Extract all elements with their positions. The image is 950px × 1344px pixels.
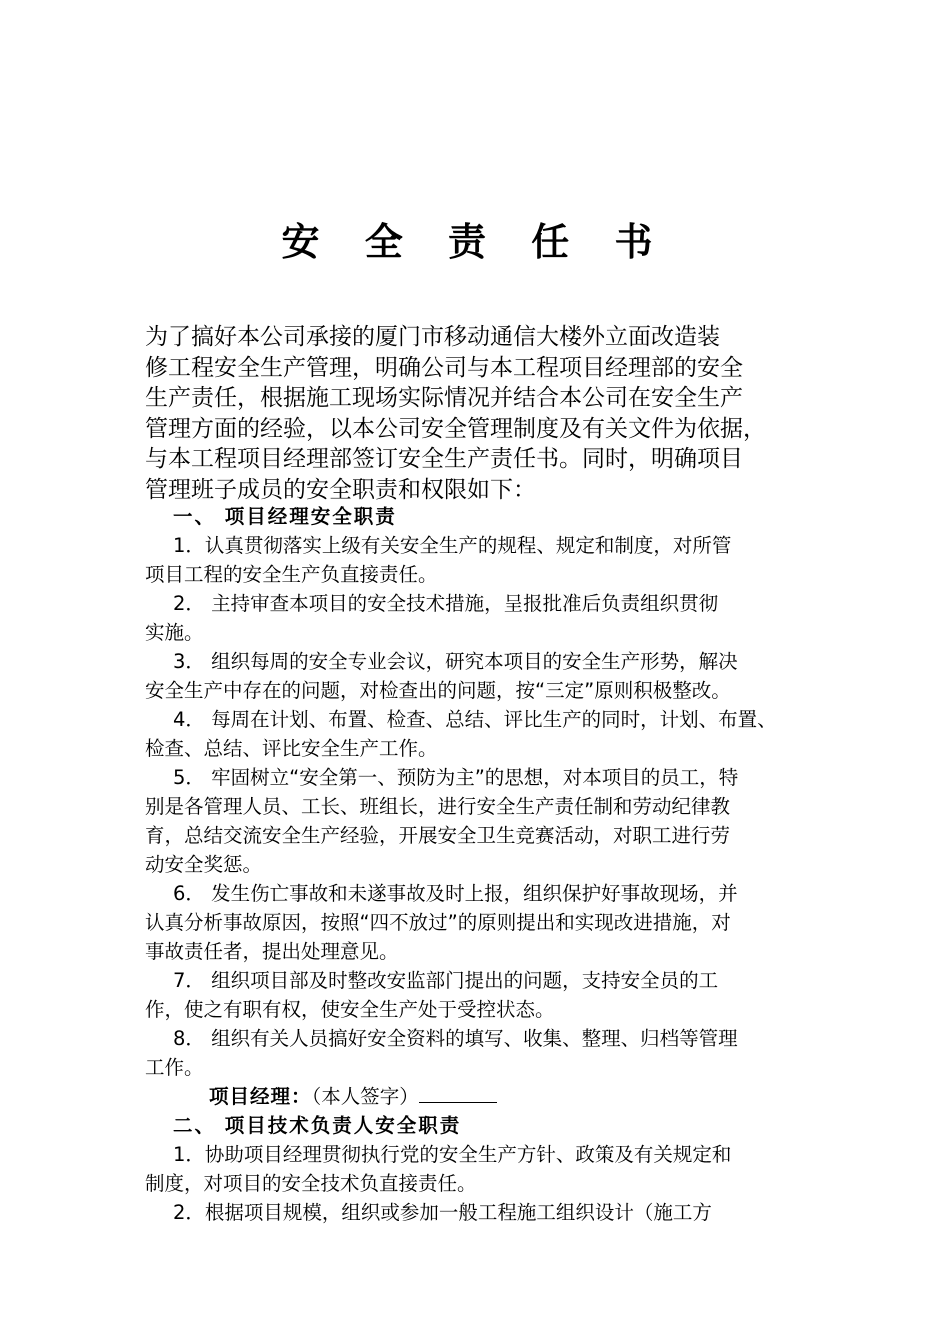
body-line: 实施。 <box>145 621 204 644</box>
body-line: 工作。 <box>145 1056 204 1079</box>
body-line: 6． 发生伤亡事故和未遂事故及时上报，组织保护好事故现场，并 <box>173 882 738 905</box>
body-line: 2．根据项目规模，组织或参加一般工程施工组织设计（施工方 <box>173 1201 712 1224</box>
body-line: 1．认真贯彻落实上级有关安全生产的规程、规定和制度，对所管 <box>173 534 732 557</box>
body-line: 4． 每周在计划、布置、检查、总结、评比生产的同时，计划、布置、 <box>173 708 777 731</box>
section-heading: 二、 项目技术负责人安全职责 <box>173 1114 462 1137</box>
body-line: 事故责任者，提出处理意见。 <box>145 940 399 963</box>
signature-blank[interactable] <box>419 1082 497 1103</box>
body-line: 8． 组织有关人员搞好安全资料的填写、收集、整理、归档等管理 <box>173 1027 738 1050</box>
body-line: 3． 组织每周的安全专业会议，研究本项目的安全生产形势，解决 <box>173 650 738 673</box>
body-line: 项目工程的安全生产负直接责任。 <box>145 563 438 586</box>
intro-line: 管理班子成员的安全职责和权限如下： <box>145 476 536 503</box>
body-line: 动安全奖惩。 <box>145 853 263 876</box>
body-line: 制度，对项目的安全技术负直接责任。 <box>145 1172 477 1195</box>
signature-note: （本人签字） <box>311 1085 419 1108</box>
intro-paragraph <box>145 322 825 505</box>
body-line: 育，总结交流安全生产经验，开展安全卫生竞赛活动，对职工进行劳 <box>145 824 731 847</box>
intro-line: 管理方面的经验，以本公司安全管理制度及有关文件为依据， <box>145 415 766 442</box>
document-title: 安 全 责 任 书 <box>281 220 669 264</box>
signature-label: 项目经理： <box>209 1085 312 1108</box>
body-line: 5． 牢固树立“安全第一、预防为主”的思想，对本项目的员工，特 <box>173 766 739 789</box>
body-line: 别是各管理人员、工长、班组长，进行安全生产责任制和劳动纪律教 <box>145 795 731 818</box>
body-line: 2． 主持审查本项目的安全技术措施，呈报批准后负责组织贯彻 <box>173 592 719 615</box>
intro-line: 与本工程项目经理部签订安全生产责任书。同时，明确项目 <box>145 446 743 472</box>
body-line: 1．协助项目经理贯彻执行党的安全生产方针、政策及有关规定和 <box>173 1143 732 1166</box>
body-line: 7． 组织项目部及时整改安监部门提出的问题，支持安全员的工 <box>173 969 719 992</box>
signature-line <box>145 1082 825 1111</box>
intro-line: 修工程安全生产管理，明确公司与本工程项目经理部的安全 <box>145 354 743 381</box>
body-line: 认真分析事故原因，按照“四不放过”的原则提出和实现改进措施，对 <box>145 911 731 934</box>
intro-line: 为了搞好本公司承接的厦门市移动通信大楼外立面改造装 <box>145 324 720 350</box>
intro-line: 生产责任，根据施工现场实际情况并结合本公司在安全生产 <box>145 385 743 411</box>
body-line: 检查、总结、评比安全生产工作。 <box>145 737 438 760</box>
body-line: 作，使之有职有权，使安全生产处于受控状态。 <box>145 998 555 1021</box>
document-body <box>145 502 825 1227</box>
body-line: 安全生产中存在的问题，对检查出的问题，按“三定”原则积极整改。 <box>145 679 731 702</box>
section-heading: 一、 项目经理安全职责 <box>173 505 397 528</box>
